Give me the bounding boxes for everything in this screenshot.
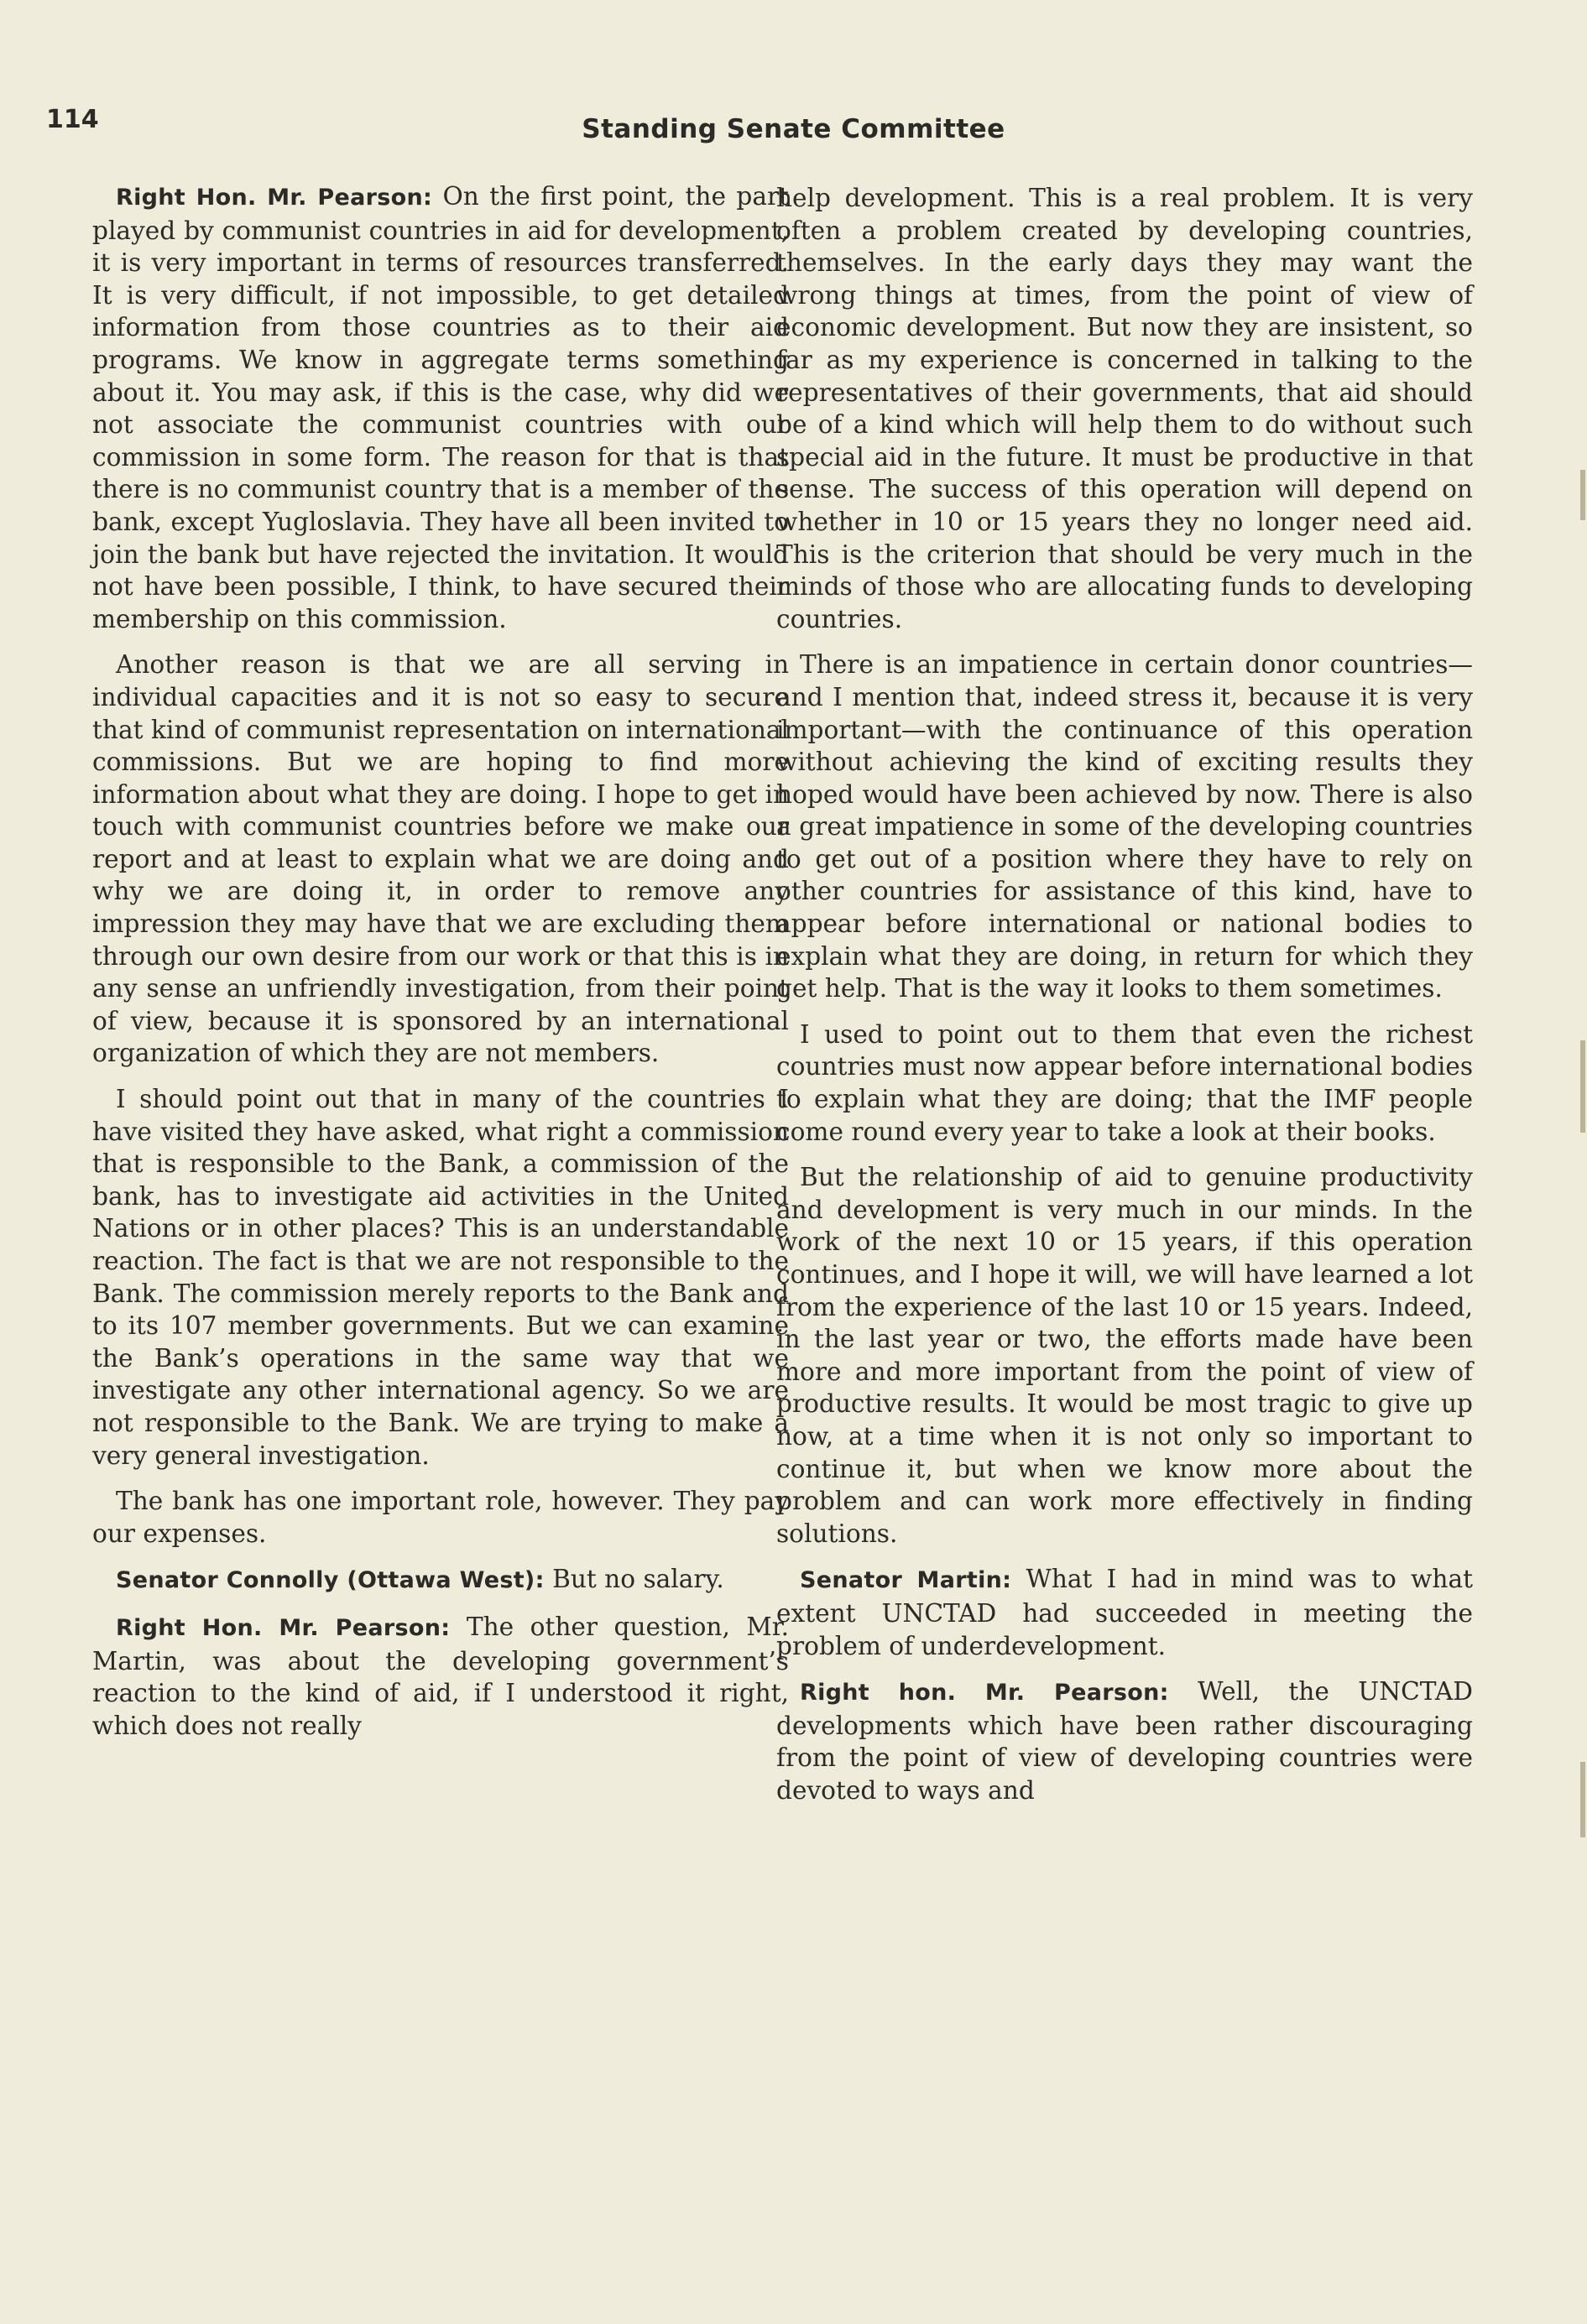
right-column xyxy=(776,182,1473,1821)
paragraph xyxy=(776,649,1473,1005)
paragraph-text: What I had in mind was to what extent UNCTAD had succeeded in meeting the problem of underdevelopment. xyxy=(776,1565,1473,1660)
paragraph-text: I used to point out to them that even the richest countries must now appear before international bodies to explain what they are doing; that the IMF people come round every year to take a look at their books. xyxy=(776,1019,1473,1146)
paragraph xyxy=(776,1675,1473,1806)
paragraph-text: Well, the UNCTAD developments which have been rather discouraging from the point of view of developing countries were devoted to ways and xyxy=(776,1677,1473,1805)
paragraph-text: The bank has one important role, however. They pay our expenses. xyxy=(92,1487,789,1548)
page-edge-shadow xyxy=(1580,1762,1585,1837)
left-column xyxy=(92,180,789,1755)
paragraph-text: There is an impatience in certain donor countries—and I mention that, indeed stress it, because it is very important—with the continuance of this operation without achieving the kind of exciting results they hoped would have been achieved by now. There is also a great impatience in some of the developing countries to get out of a position where they have to rely on other countries for assistance of this kind, have to appear before international or national bodies to explain what they are doing, in return for which they get help. That is the way it looks to them sometimes. xyxy=(776,650,1473,1003)
page-number: 114 xyxy=(46,105,99,134)
paragraph xyxy=(92,1485,789,1550)
speaker-name: Right Hon. Mr. Pearson: xyxy=(116,185,433,211)
page-edge-shadow xyxy=(1580,470,1585,520)
paragraph-text: On the first point, the part played by communist countries in aid for development, it is very important in terms of resources transferred. It is very difficult, if not impossible, to get detailed information from those countries as to their aid programs. We know in aggregate terms something about it. You may ask, if this is the case, why did we not associate the communist countries with our commission in some form. The reason for that is that there is no communist country that is a member of the bank, except Yugloslavia. They have all been invited to join the bank but have rejected the invitation. It would not have been possible, I think, to have secured their membership on this commission. xyxy=(92,182,790,633)
speaker-name: Senator Martin: xyxy=(800,1567,1012,1594)
paragraph xyxy=(92,1611,789,1742)
paragraph xyxy=(92,180,789,635)
paragraph-text: But the relationship of aid to genuine productivity and development is very much in our minds. In the work of the next 10 or 15 years, if this operation continues, and I hope it will, we will have learned a lot from the experience of the last 10 or 15 years. Indeed, in the last year or two, the efforts made have been more and more important from the point of view of productive results. It would be most tragic to give up now, at a time when it is not only so important to continue it, but when we know more about the problem and can work more effectively in finding solutions. xyxy=(776,1163,1473,1548)
paragraph xyxy=(776,1019,1473,1148)
paragraph xyxy=(776,1161,1473,1550)
speaker-name: Right Hon. Mr. Pearson: xyxy=(116,1614,451,1641)
paragraph-text: help development. This is a real problem. It is very often a problem created by developing countries, themselves. In the early days they may want the wrong things at times, from the point of view of economic development. But now they are insistent, so far as my experience is concerned in talking to the representatives of their governments, that aid should be of a kind which will help them to do without such special aid in the future. It must be productive in that sense. The success of this operation will depend on whether in 10 or 15 years they no longer need aid. This is the criterion that should be very much in the minds of those who are allocating funds to developing countries. xyxy=(776,184,1473,633)
paragraph xyxy=(92,1563,789,1597)
page-edge-shadow xyxy=(1580,1040,1585,1133)
paragraph-text: The other question, Mr. Martin, was about the developing government’s reaction to the kind of aid, if I understood it right, which does not really xyxy=(92,1612,789,1740)
paragraph xyxy=(776,182,1473,635)
speaker-name: Right hon. Mr. Pearson: xyxy=(800,1680,1169,1707)
running-head: Standing Senate Committee xyxy=(582,114,1005,144)
paragraph-text: I should point out that in many of the countries I have visited they have asked, what right a commission that is responsible to the Bank, a commission of the bank, has to investigate aid activities in the United Nations or in other places? This is an understandable reaction. The fact is that we are not responsible to the Bank. The commission merely reports to the Bank and to its 107 member governments. But we can examine the Bank’s operations in the same way that we investigate any other international agency. So we are not responsible to the Bank. We are trying to make a very general investigation. xyxy=(92,1085,789,1470)
speaker-name: Senator Connolly (Ottawa West): xyxy=(116,1567,545,1594)
paragraph xyxy=(92,1083,789,1472)
paragraph xyxy=(776,1563,1473,1662)
paragraph xyxy=(92,649,789,1070)
paragraph-text: But no salary. xyxy=(544,1565,724,1594)
paragraph-text: Another reason is that we are all serving in individual capacities and it is not so easy to secure that kind of communist representation on international commissions. But we are hoping to find more information about what they are doing. I hope to get in touch with communist countries before we make our report and at least to explain what we are doing and why we are doing it, in order to remove any impression they may have that we are excluding them through our own desire from our work or that this is in any sense an unfriendly investigation, from their point of view, because it is sponsored by an international organization of which they are not members. xyxy=(92,650,789,1068)
